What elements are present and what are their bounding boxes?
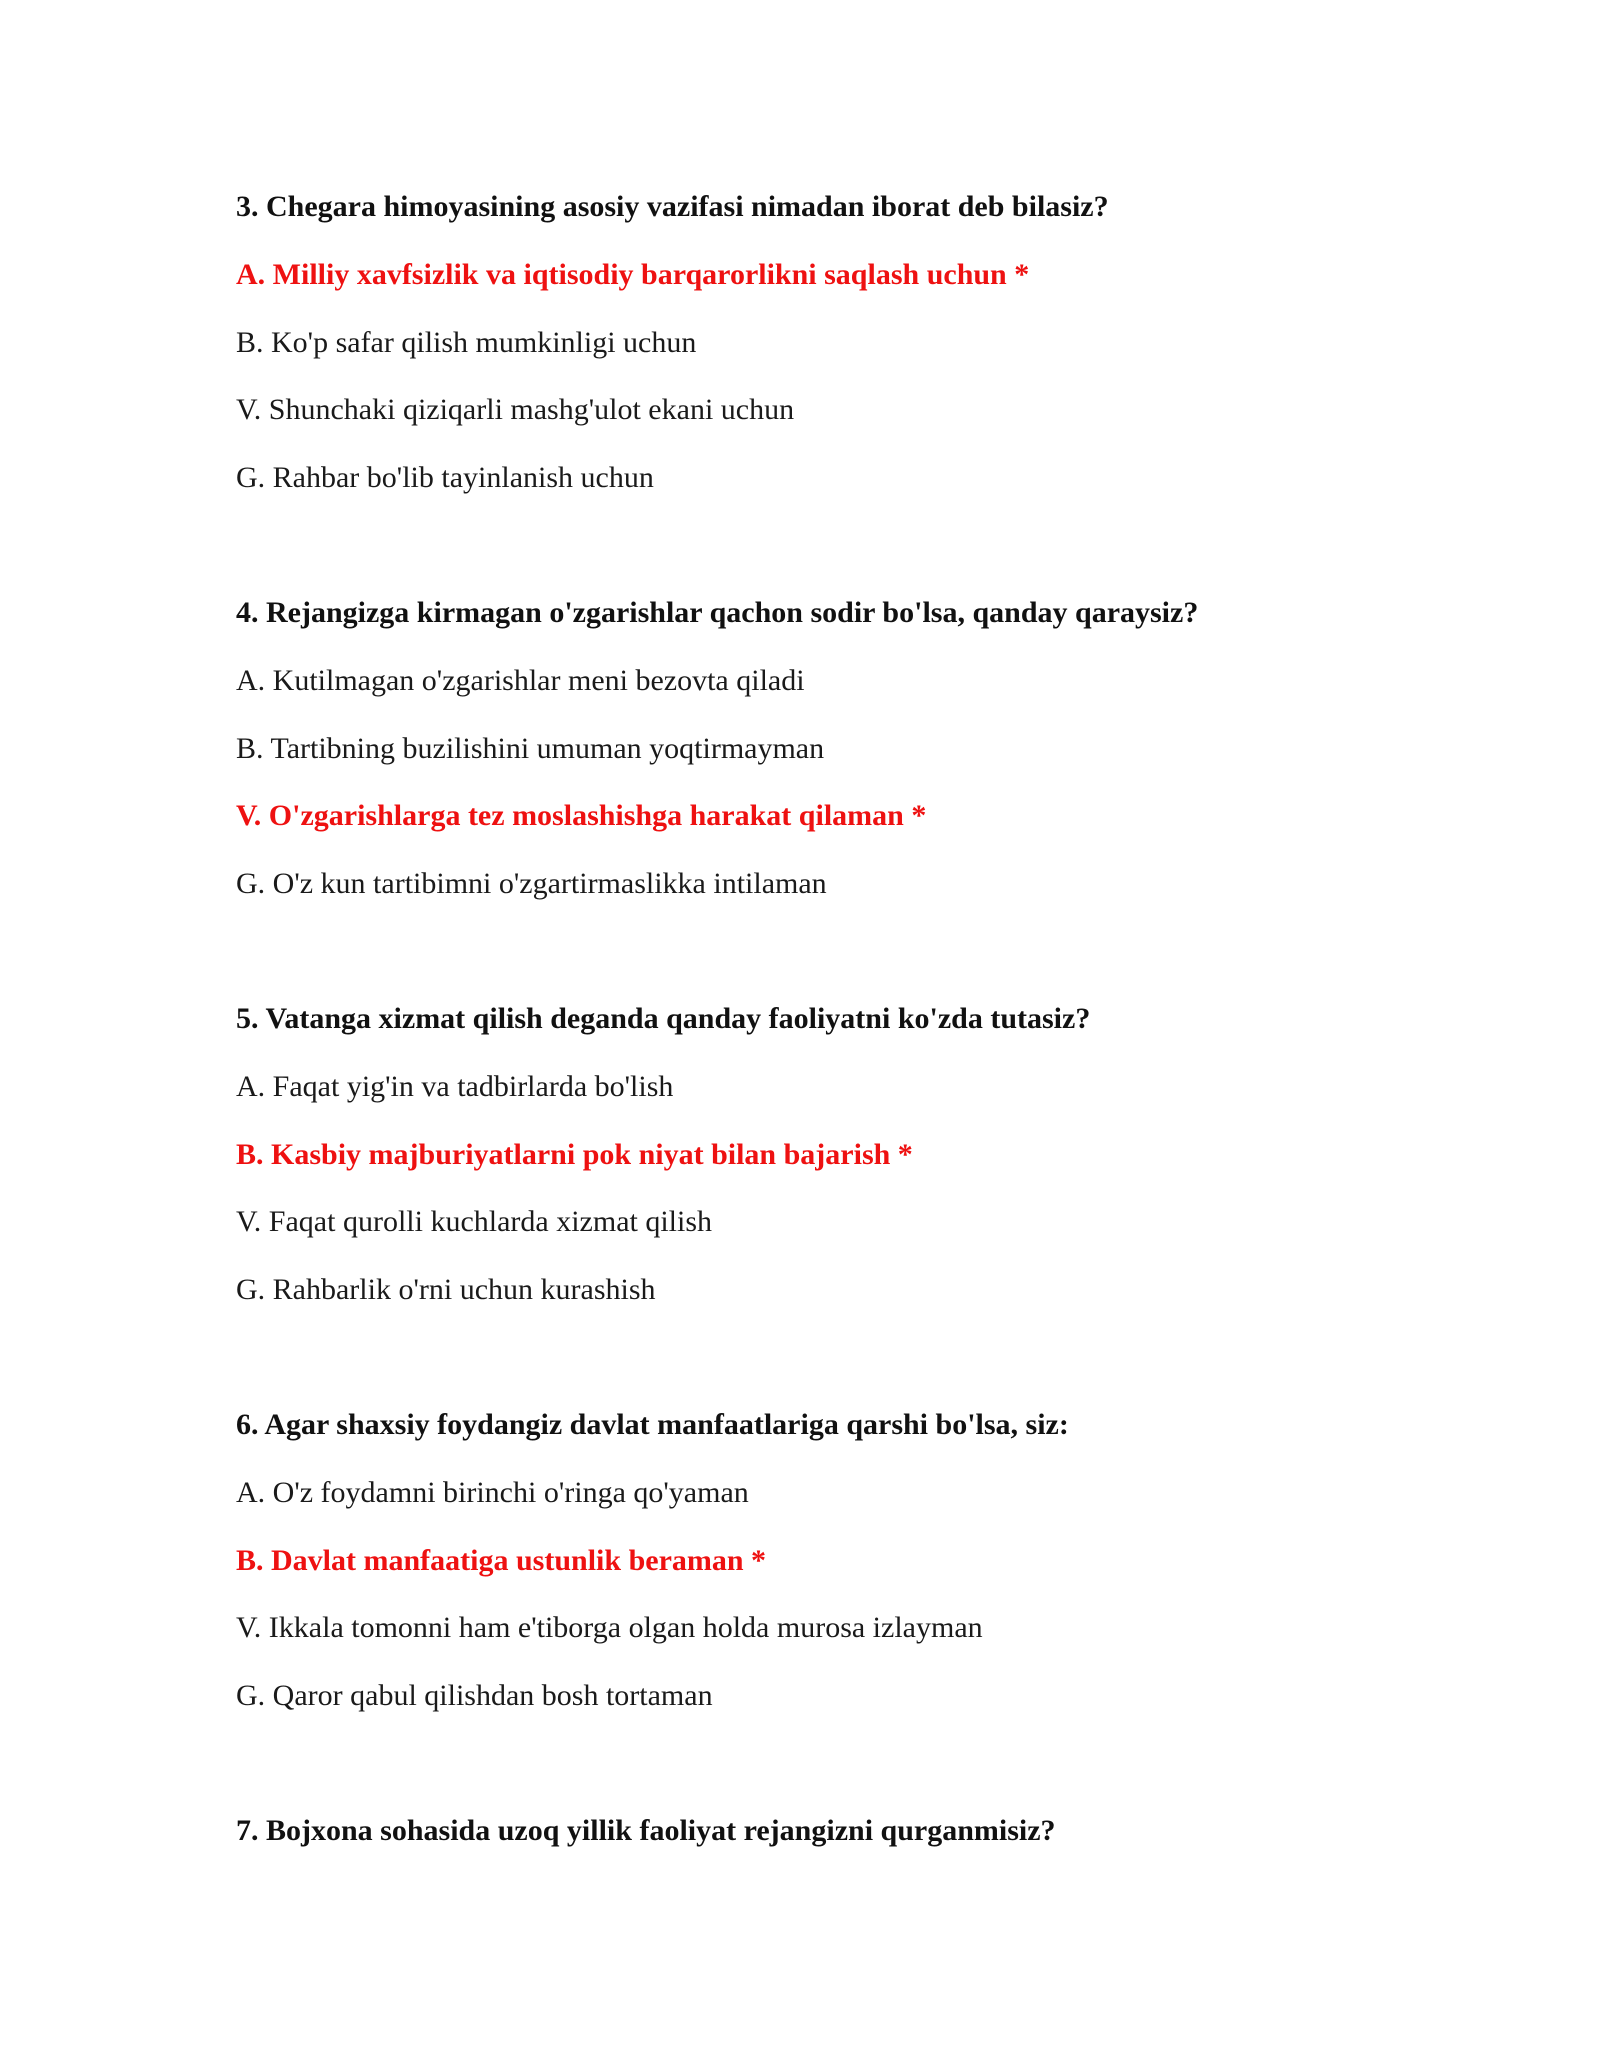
question-4-option-a: A. Kutilmagan o'zgarishlar meni bezovta qiladi xyxy=(236,663,805,697)
question-6-text: 6. Agar shaxsiy foydangiz davlat manfaatlariga qarshi bo'lsa, siz: xyxy=(236,1407,1069,1441)
question-3-option-v: V. Shunchaki qiziqarli mashg'ulot ekani uchun xyxy=(236,393,795,427)
question-4-option-v: V. O'zgarishlarga tez moslashishga harakat qilaman * xyxy=(236,799,927,833)
question-block-7 xyxy=(236,1806,1436,1874)
question-block-6 xyxy=(236,1400,1436,1739)
question-6-option-g: G. Qaror qabul qilishdan bosh tortaman xyxy=(236,1679,713,1713)
question-block-5 xyxy=(236,994,1436,1333)
question-6-option-b: B. Davlat manfaatiga ustunlik beraman * xyxy=(236,1543,767,1577)
question-4-option-b: B. Tartibning buzilishini umuman yoqtirmayman xyxy=(236,731,825,765)
question-block-4 xyxy=(236,588,1436,927)
question-block-3 xyxy=(236,182,1436,521)
document-page xyxy=(236,182,1436,1941)
question-3-option-b: B. Ko'p safar qilish mumkinligi uchun xyxy=(236,325,697,359)
question-5-text: 5. Vatanga xizmat qilish deganda qanday faoliyatni ko'zda tutasiz? xyxy=(236,1001,1091,1035)
question-3-text: 3. Chegara himoyasining asosiy vazifasi nimadan iborat deb bilasiz? xyxy=(236,190,1109,223)
question-5-option-a: A. Faqat yig'in va tadbirlarda bo'lish xyxy=(236,1069,674,1103)
question-5-option-v: V. Faqat qurolli kuchlarda xizmat qilish xyxy=(236,1205,713,1239)
question-6-option-a: A. O'z foydamni birinchi o'ringa qo'yaman xyxy=(236,1475,749,1509)
question-7-text: 7. Bojxona sohasida uzoq yillik faoliyat rejangizni qurganmisiz? xyxy=(236,1813,1056,1847)
question-6-option-v: V. Ikkala tomonni ham e'tiborga olgan holda murosa izlayman xyxy=(236,1611,983,1645)
question-5-option-g: G. Rahbarlik o'rni uchun kurashish xyxy=(236,1273,656,1307)
question-3-option-g: G. Rahbar bo'lib tayinlanish uchun xyxy=(236,461,654,495)
question-3-option-a: A. Milliy xavfsizlik va iqtisodiy barqarorlikni saqlash uchun * xyxy=(236,257,1030,291)
question-4-text: 4. Rejangizga kirmagan o'zgarishlar qachon sodir bo'lsa, qanday qaraysiz? xyxy=(236,595,1199,629)
question-5-option-b: B. Kasbiy majburiyatlarni pok niyat bilan bajarish * xyxy=(236,1137,913,1171)
question-4-option-g: G. O'z kun tartibimni o'zgartirmaslikka intilaman xyxy=(236,867,827,901)
